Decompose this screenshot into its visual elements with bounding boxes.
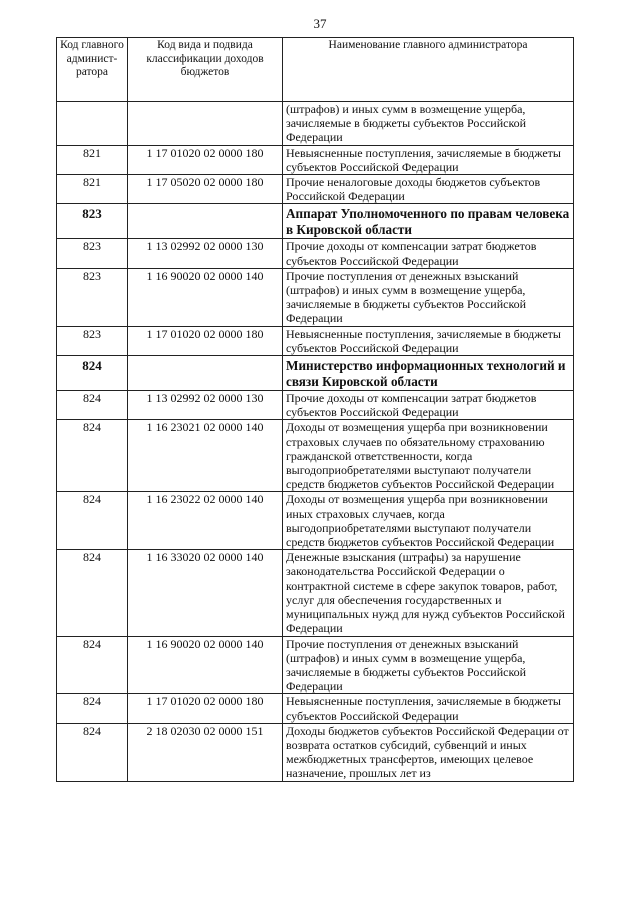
table-row: [57, 723, 574, 781]
table-row: [57, 492, 574, 550]
admin-code-cell: 824: [57, 356, 128, 391]
kbk-cell: 1 16 23021 02 0000 140: [128, 420, 283, 492]
kbk-cell: [128, 204, 283, 239]
admin-name-cell: Денежные взыскания (штрафы) за нарушение законодательства Российской Федерации о контрактной системе в сфере закупок товаров, работ, услуг для обеспечения государственных и муниципальных нужд для нужд субъектов Российской Федерации: [283, 550, 574, 636]
admin-name-cell: (штрафов) и иных сумм в возмещение ущерба, зачисляемые в бюджеты субъектов Российской Федерации: [283, 102, 574, 146]
table-header-row: [57, 38, 574, 102]
revenue-administrators-table: [56, 37, 574, 782]
admin-code-cell: 824: [57, 420, 128, 492]
kbk-cell: 1 17 01020 02 0000 180: [128, 694, 283, 723]
admin-code-cell: 823: [57, 239, 128, 268]
kbk-cell: [128, 102, 283, 146]
kbk-cell: 1 16 33020 02 0000 140: [128, 550, 283, 636]
kbk-cell: 2 18 02030 02 0000 151: [128, 723, 283, 781]
table-row: [57, 550, 574, 636]
header-admin-code: Код главного админист-ратора: [57, 38, 128, 102]
table-row: [57, 391, 574, 420]
kbk-cell: 1 17 01020 02 0000 180: [128, 326, 283, 355]
admin-code-cell: 821: [57, 145, 128, 174]
admin-name-cell: Доходы от возмещения ущерба при возникновении иных страховых случаев, когда выгодоприобретателями выступают получатели средств бюджетов субъектов Российской Федерации: [283, 492, 574, 550]
table-row: [57, 636, 574, 694]
admin-code-cell: 821: [57, 175, 128, 204]
table-row: [57, 175, 574, 204]
admin-code-cell: [57, 102, 128, 146]
admin-code-cell: 823: [57, 326, 128, 355]
header-kbk: Код вида и подвида классификации доходов бюджетов: [128, 38, 283, 102]
admin-code-cell: 824: [57, 723, 128, 781]
kbk-cell: [128, 356, 283, 391]
kbk-cell: 1 17 01020 02 0000 180: [128, 145, 283, 174]
kbk-cell: 1 16 23022 02 0000 140: [128, 492, 283, 550]
section-header-row: [57, 204, 574, 239]
table-row: [57, 268, 574, 326]
admin-name-cell: Прочие поступления от денежных взысканий (штрафов) и иных сумм в возмещение ущерба, зачисляемые в бюджеты субъектов Российской Федерации: [283, 268, 574, 326]
table-row: [57, 145, 574, 174]
table-row: [57, 102, 574, 146]
table-row: [57, 326, 574, 355]
admin-code-cell: 824: [57, 694, 128, 723]
header-admin-name: Наименование главного администратора: [283, 38, 574, 102]
kbk-cell: 1 13 02992 02 0000 130: [128, 391, 283, 420]
admin-name-cell: Невыясненные поступления, зачисляемые в бюджеты субъектов Российской Федерации: [283, 145, 574, 174]
page-number: 37: [313, 16, 327, 31]
admin-code-cell: 824: [57, 492, 128, 550]
section-header-row: [57, 356, 574, 391]
admin-name-cell: Прочие неналоговые доходы бюджетов субъектов Российской Федерации: [283, 175, 574, 204]
kbk-cell: 1 16 90020 02 0000 140: [128, 268, 283, 326]
admin-code-cell: 824: [57, 636, 128, 694]
table-row: [57, 694, 574, 723]
admin-name-cell: Прочие доходы от компенсации затрат бюджетов субъектов Российской Федерации: [283, 391, 574, 420]
admin-code-cell: 824: [57, 550, 128, 636]
admin-name-cell: Доходы бюджетов субъектов Российской Федерации от возврата остатков субсидий, субвенций и иных межбюджетных трансфертов, имеющих целевое назначение, прошлых лет из: [283, 723, 574, 781]
admin-name-cell: Невыясненные поступления, зачисляемые в бюджеты субъектов Российской Федерации: [283, 694, 574, 723]
table-row: [57, 420, 574, 492]
admin-name-cell: Прочие поступления от денежных взысканий (штрафов) и иных сумм в возмещение ущерба, зачисляемые в бюджеты субъектов Российской Федерации: [283, 636, 574, 694]
kbk-cell: 1 16 90020 02 0000 140: [128, 636, 283, 694]
table-row: [57, 239, 574, 268]
admin-code-cell: 823: [57, 268, 128, 326]
kbk-cell: 1 13 02992 02 0000 130: [128, 239, 283, 268]
admin-code-cell: 824: [57, 391, 128, 420]
admin-name-cell: Невыясненные поступления, зачисляемые в бюджеты субъектов Российской Федерации: [283, 326, 574, 355]
kbk-cell: 1 17 05020 02 0000 180: [128, 175, 283, 204]
admin-name-cell: Доходы от возмещения ущерба при возникновении страховых случаев по обязательному страхованию гражданской ответственности, когда выгодоприобретателями выступают получатели средств бюджетов субъектов Российской Федерации: [283, 420, 574, 492]
admin-name-cell: Аппарат Уполномоченного по правам человека в Кировской области: [283, 204, 574, 239]
admin-name-cell: Прочие доходы от компенсации затрат бюджетов субъектов Российской Федерации: [283, 239, 574, 268]
admin-name-cell: Министерство информационных технологий и связи Кировской области: [283, 356, 574, 391]
admin-code-cell: 823: [57, 204, 128, 239]
